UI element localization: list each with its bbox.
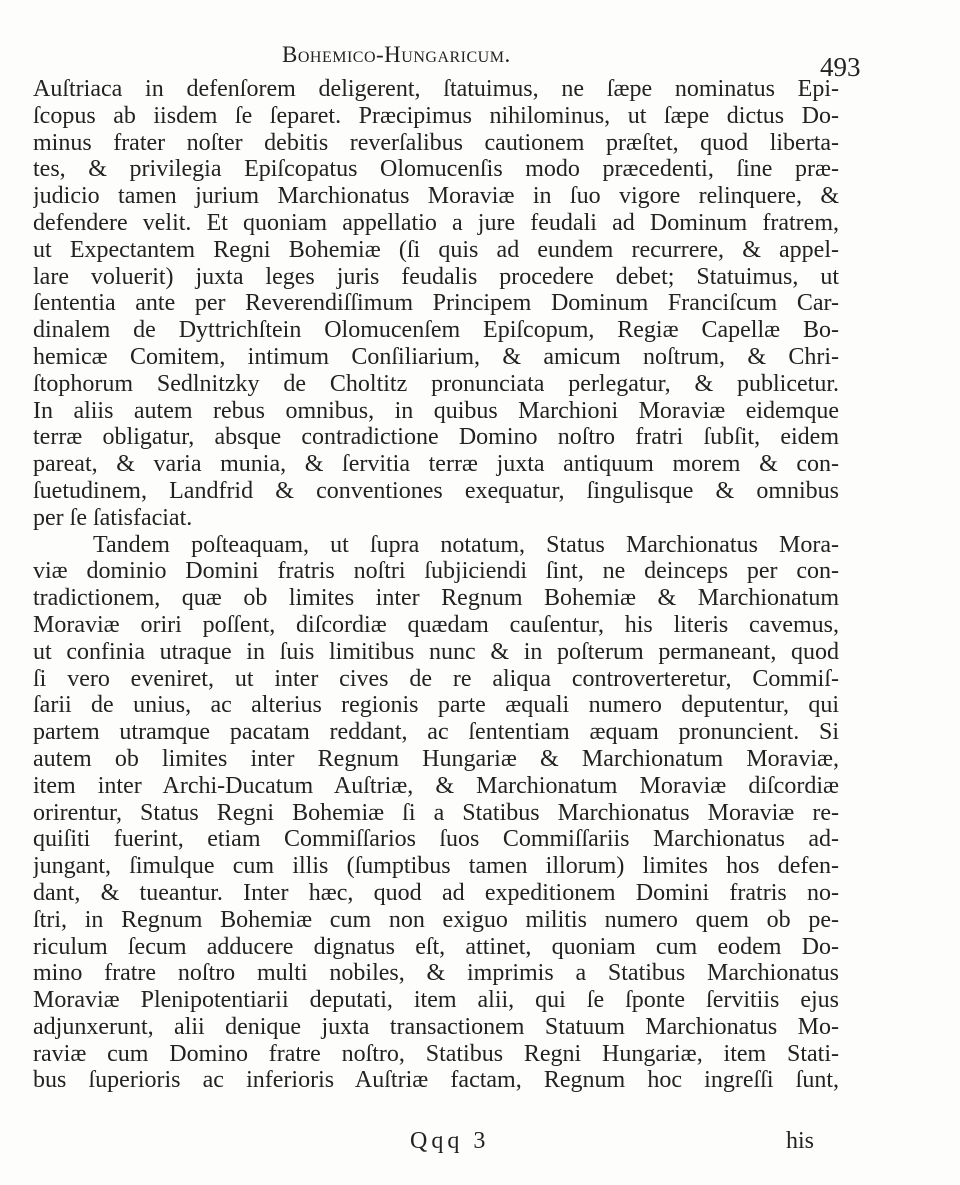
- text-line: ſuetudinem, Landfrid & conventiones exequatur, ſingulisque & omnibus: [33, 477, 839, 504]
- text-line: ſarii de unius, ac alterius regionis parte æquali numero deputentur, qui: [33, 692, 839, 719]
- text-line: terræ obligatur, absque contradictione Domino noſtro fratri ſubſit, eidem: [33, 424, 839, 451]
- text-line: ſtophorum Sedlnitzky de Choltitz pronunciata perlegatur, & publicetur.: [33, 370, 839, 397]
- text-line: Tandem poſteaquam, ut ſupra notatum, Status Marchionatus Mora-: [93, 531, 839, 558]
- text-line: mino fratre noſtro multi nobiles, & imprimis a Statibus Marchionatus: [33, 960, 839, 987]
- text-line: dinalem de Dyttrichſtein Olomucenſem Epiſcopum, Regiæ Capellæ Bo-: [33, 317, 839, 344]
- running-title: Bohemico-Hungaricum.: [282, 42, 511, 67]
- page-footer: [0, 1128, 960, 1162]
- running-head: [0, 38, 960, 82]
- text-line: orirentur, Status Regni Bohemiæ ſi a Statibus Marchionatus Moraviæ re-: [33, 799, 839, 826]
- text-line: judicio tamen jurium Marchionatus Moraviæ in ſuo vigore relinquere, &: [33, 183, 839, 210]
- text-line: tradictionem, quæ ob limites inter Regnum Bohemiæ & Marchionatum: [33, 585, 839, 612]
- text-line: jungant, ſimulque cum illis (ſumptibus tamen illorum) limites hos defen-: [33, 853, 839, 880]
- catchword: his: [786, 1128, 815, 1154]
- text-line: ſi vero eveniret, ut inter cives de re aliqua controverteretur, Commiſ-: [33, 665, 839, 692]
- body-text: [33, 76, 839, 1094]
- text-line: bus ſuperioris ac inferioris Auſtriæ factam, Regnum hoc ingreſſi ſunt,: [33, 1067, 839, 1094]
- text-line: quiſiti fuerint, etiam Commiſſarios ſuos Commiſſariis Marchionatus ad-: [33, 826, 839, 853]
- text-line: tes, & privilegia Epiſcopatus Olomucenſis modo præcedenti, ſine præ-: [33, 156, 839, 183]
- text-line: In aliis autem rebus omnibus, in quibus Marchioni Moraviæ eidemque: [33, 397, 839, 424]
- text-line: Moraviæ oriri poſſent, diſcordiæ quædam cauſentur, his literis cavemus,: [33, 611, 839, 638]
- text-line: item inter Archi-Ducatum Auſtriæ, & Marchionatum Moraviæ diſcordiæ: [33, 772, 839, 799]
- text-line: pareat, & varia munia, & ſervitia terræ juxta antiquum morem & con-: [33, 451, 839, 478]
- text-line: hemicæ Comitem, intimum Conſiliarium, & amicum noſtrum, & Chri-: [33, 343, 839, 370]
- signature-mark: Qqq 3: [410, 1128, 490, 1154]
- text-line: Moraviæ Plenipotentiarii deputati, item alii, qui ſe ſponte ſervitiis ejus: [33, 987, 839, 1014]
- text-line: viæ dominio Domini fratris noſtri ſubjiciendi ſint, ne deinceps per con-: [33, 558, 839, 585]
- text-line: partem utramque pacatam reddant, ac ſententiam æquam pronuncient. Si: [33, 719, 839, 746]
- text-line: riculum ſecum adducere dignatus eſt, attinet, quoniam cum eodem Do-: [33, 933, 839, 960]
- text-line: Auſtriaca in defenſorem deligerent, ſtatuimus, ne ſæpe nominatus Epi-: [33, 76, 839, 102]
- text-line: ut confinia utraque in ſuis limitibus nunc & in poſterum permaneant, quod: [33, 638, 839, 665]
- text-line: dant, & tueantur. Inter hæc, quod ad expeditionem Domini fratris no-: [33, 879, 839, 906]
- text-line: lare voluerit) juxta leges juris feudalis procedere debet; Statuimus, ut: [33, 263, 839, 290]
- page-number: 493: [820, 52, 861, 82]
- text-line: minus frater noſter debitis reverſalibus cautionem præſtet, quod liberta-: [33, 129, 839, 156]
- text-line: adjunxerunt, alii denique juxta transactionem Statuum Marchionatus Mo-: [33, 1013, 839, 1040]
- text-line: ut Expectantem Regni Bohemiæ (ſi quis ad eundem recurrere, & appel-: [33, 236, 839, 263]
- text-line: raviæ cum Domino fratre noſtro, Statibus Regni Hungariæ, item Stati-: [33, 1040, 839, 1067]
- text-line: ſcopus ab iisdem ſe ſeparet. Præcipimus nihilominus, ut ſæpe dictus Do-: [33, 102, 839, 129]
- text-line: ſententia ante per Reverendiſſimum Principem Dominum Franciſcum Car-: [33, 290, 839, 317]
- text-line: ſtri, in Regnum Bohemiæ cum non exiguo militis numero quem ob pe-: [33, 906, 839, 933]
- text-line: defendere velit. Et quoniam appellatio a jure feudali ad Dominum fratrem,: [33, 209, 839, 236]
- text-line: autem ob limites inter Regnum Hungariæ & Marchionatum Moraviæ,: [33, 745, 839, 772]
- text-line: per ſe ſatisfaciat.: [33, 504, 193, 531]
